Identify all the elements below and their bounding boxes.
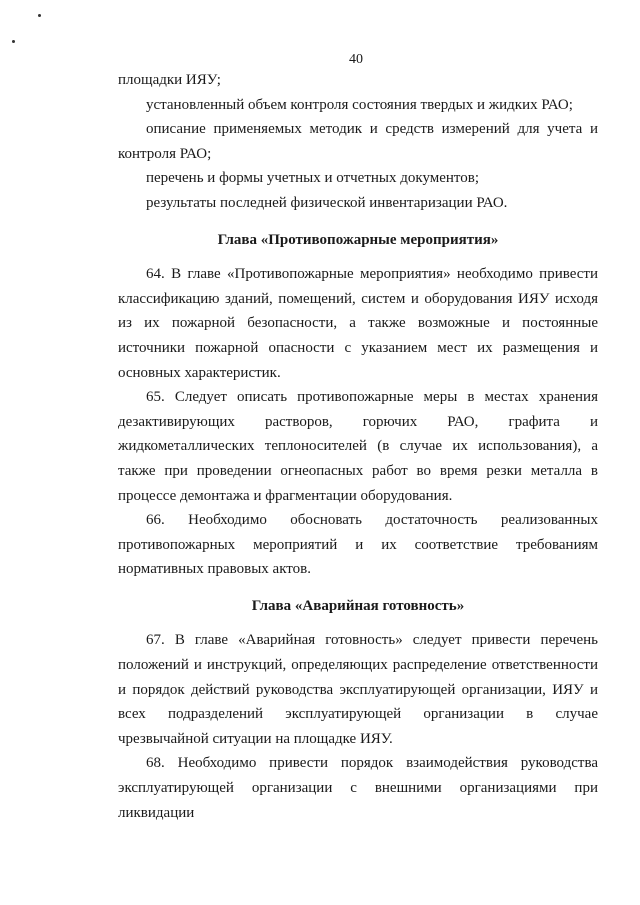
scan-speck <box>12 40 15 43</box>
body-line: перечень и формы учетных и отчетных документов; <box>146 170 480 187</box>
paragraph-68: 68. Необходимо привести порядок взаимодействия руководства эксплуатирующей организации с внешними организациями при ликвидации <box>118 755 598 821</box>
body-line: установленный объем контроля состояния твердых и жидких РАО; <box>146 96 573 113</box>
body-line: площадки ИЯУ; <box>118 72 221 88</box>
page-number: 40 <box>349 52 363 67</box>
chapter-heading-fire: Глава «Противопожарные мероприятия» <box>217 231 499 248</box>
chapter-heading-emergency: Глава «Аварийная готовность» <box>251 597 465 614</box>
paragraph-64: 64. В главе «Противопожарные мероприятия» необходимо привести классификацию зданий, помещений, систем и оборудования ИЯУ исходя из их пожарной безопасности, а также возможные и постоянные источники пожарной опасности с указанием мест их размещения и основных характеристик. <box>118 266 598 381</box>
paragraph-67: 67. В главе «Аварийная готовность» следует привести перечень положений и инструкций, определяющих распределение ответственности и порядок действий руководства эксплуатирующей организации, ИЯУ и всех подразделений эксплуатирующей организации в случае чрезвычайной ситуации на площадке ИЯУ. <box>118 632 598 747</box>
body-line: результаты последней физической инвентаризации РАО. <box>146 194 508 211</box>
body-line: описание применяемых методик и средств измерений для учета и контроля РАО; <box>118 121 598 162</box>
scan-speck <box>38 14 41 17</box>
paragraph-66: 66. Необходимо обосновать достаточность реализованных противопожарных мероприятий и их соответствие требованиям нормативных правовых актов. <box>118 512 598 578</box>
paragraph-65: 65. Следует описать противопожарные меры в местах хранения дезактивирующих растворов, горючих РАО, графита и жидкометаллических теплоносителей (в случае их использования), а также при проведении огнеопасных работ во время резки металла в процессе демонтажа и фрагментации оборудования. <box>118 389 598 504</box>
document-body <box>118 68 598 825</box>
